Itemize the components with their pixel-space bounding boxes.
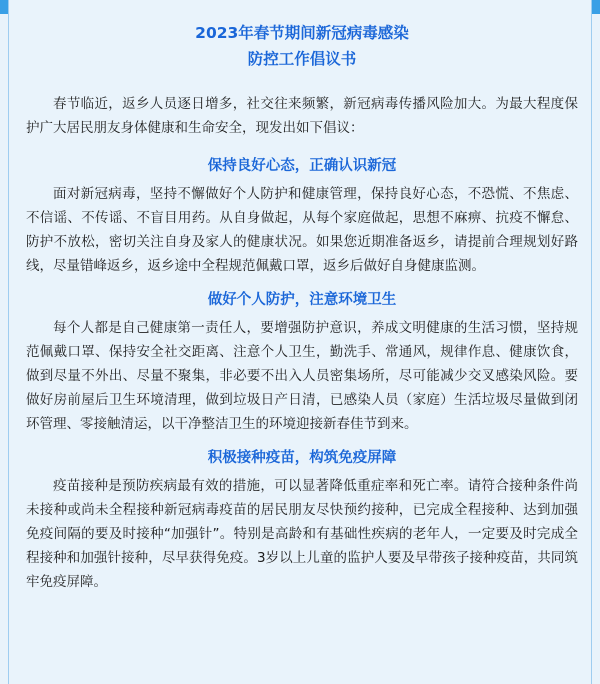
frame-corner-left [0,0,8,14]
section-2 [26,288,578,436]
section-heading-1: 保持良好心态，正确认识新冠 [207,157,397,174]
document-body [26,14,578,594]
section-body-2: 每个人都是自己健康第一责任人，要增强防护意识，养成文明健康的生活习惯，坚持规范佩戴口罩、保持安全社交距离、注意个人卫生，勤洗手、常通风，规律作息、健康饮食，做到尽量不外出、尽量不聚集，非必要不出入人员密集场所，尽可能减少交叉感染风险。要做好房前屋后卫生环境清理，做到垃圾日产日清，已感染人员（家庭）生活垃圾尽量做到闭环管理、零接触清运，以干净整洁卫生的环境迎接新春佳节到来。 [26,319,578,432]
section-1 [26,154,578,278]
frame-rail-left [8,0,9,684]
document-title [26,20,578,72]
title-line-1: 2023年春节期间新冠病毒感染 [195,24,409,42]
section-heading-2: 做好个人防护，注意环境卫生 [207,291,397,308]
section-body-1: 面对新冠病毒，坚持不懈做好个人防护和健康管理，保持良好心态，不恐慌、不焦虑、不信谣、不传谣、不盲目用药。从自身做起，从每个家庭做起，思想不麻痹、抗疫不懈怠、防护不放松，密切关注自身及家人的健康状况。如果您近期准备返乡，请提前合理规划好路线，尽量错峰返乡，返乡途中全程规范佩戴口罩，返乡后做好自身健康监测。 [26,185,578,274]
section-3 [26,446,578,594]
frame-corner-right [592,0,600,14]
frame-rail-right [591,0,592,684]
section-heading-3: 积极接种疫苗，构筑免疫屏障 [207,449,397,466]
title-line-2: 防控工作倡议书 [247,50,357,68]
intro-paragraph: 春节临近，返乡人员逐日增多，社交往来频繁，新冠病毒传播风险加大。为最大程度保护广大居民朋友身体健康和生命安全，现发出如下倡议： [26,96,578,136]
section-body-3: 疫苗接种是预防疾病最有效的措施，可以显著降低重症率和死亡率。请符合接种条件尚未接种或尚未全程接种新冠病毒疫苗的居民朋友尽快预约接种，已完成全程接种、达到加强免疫间隔的要及时接种“加强针”。特别是高龄和有基础性疾病的老年人，一定要及时完成全程接种和加强针接种，尽早获得免疫。3岁以上儿童的监护人要及早带孩子接种疫苗，共同筑牢免疫屏障。 [26,477,578,590]
